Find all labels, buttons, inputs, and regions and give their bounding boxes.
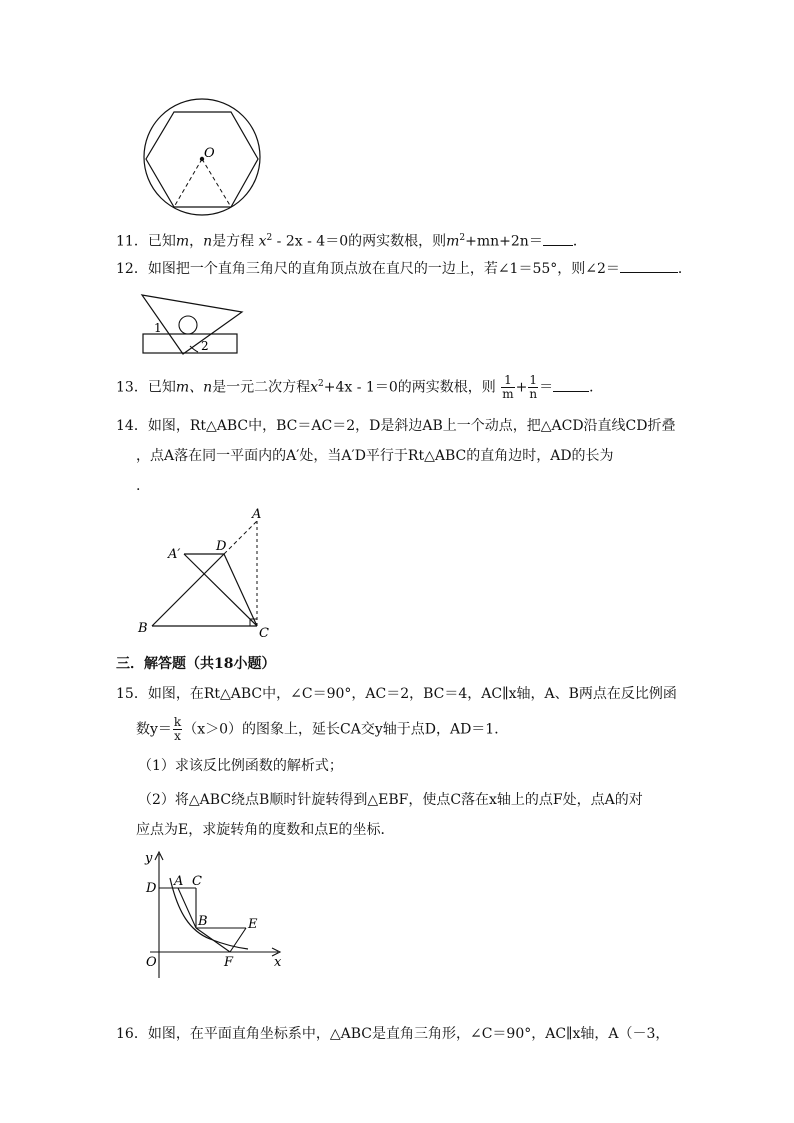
question-14-line-1: 14．如图，Rt△ABC中，BC＝AC＝2，D是斜边AB上一个动点，把△ACD沿直线CD折叠 <box>116 418 676 434</box>
hyperbola-graph-figure <box>140 848 290 983</box>
question-15-line-1: 15．如图，在Rt△ABC中，∠C＝90°，AC＝2，BC＝4，AC∥x轴，A、B两点在反比例函 <box>116 686 677 702</box>
label-D: D <box>146 881 157 896</box>
angle-1-label: 1 <box>154 321 162 335</box>
circle-hexagon-figure <box>140 95 270 220</box>
label-A: A <box>252 507 262 522</box>
ruler <box>143 334 237 353</box>
question-14-line-2: ，点A落在同一平面内的A′处，当A′D平行于Rt△ABC的直角边时，AD的长为 <box>136 448 614 464</box>
label-A: A <box>174 874 184 889</box>
angle-2-label: 2 <box>201 339 209 353</box>
radius-right <box>202 159 231 207</box>
section-3-title: 三．解答题（共18小题） <box>116 656 276 672</box>
fraction-1-over-n: $\frac{1}{n}$ <box>529 373 538 402</box>
label-A-prime: A′ <box>168 547 181 562</box>
question-14-line-3: . <box>136 478 141 494</box>
label-E: E <box>248 917 258 932</box>
label-C: C <box>259 626 269 641</box>
set-square-hole <box>179 316 197 334</box>
label-x: x <box>274 955 282 970</box>
question-12: 12．如图把一个直角三角尺的直角顶点放在直尺的一边上，若∠1＝55°，则∠2＝ ． <box>116 258 692 279</box>
segment-BF <box>196 928 230 952</box>
answer-blank <box>553 377 589 392</box>
question-13: 13．已知m、n是一元二次方程$x^2+4x - 1=0$的两实数根，则 $\frac{1}{m}$ + $\frac{1}{n}$ ＝ ． <box>116 373 604 402</box>
label-O: O <box>204 146 215 161</box>
segment-BD <box>152 554 224 626</box>
answer-blank <box>543 231 573 246</box>
question-11: 11．已知m，n是方程 $x^2 - 2x - 4=0$的两实数根，则$m^2+mn+2n=$ ． <box>116 228 587 252</box>
ruler-triangle-figure <box>138 290 248 360</box>
segment-DA-dashed <box>224 521 257 554</box>
question-15-line-2: 数y＝ $\frac{k}{x}$ （x＞0）的图象上，延长CA交y轴于点D，AD＝1． <box>136 715 509 743</box>
question-16: 16．如图，在平面直角坐标系中，△ABC是直角三角形，∠C＝90°，AC∥x轴，A（－3， <box>116 1026 670 1042</box>
answer-blank <box>620 258 678 273</box>
label-O: O <box>146 955 157 970</box>
fraction-k-over-x: $\frac{k}{x}$ <box>173 715 182 743</box>
label-B: B <box>138 621 148 636</box>
segment-AB <box>178 888 196 928</box>
segment-A-prime-C <box>184 554 257 626</box>
label-B: B <box>198 914 208 929</box>
label-F: F <box>224 955 234 970</box>
label-y: y <box>145 851 153 866</box>
question-15-part-1: （1）求该反比例函数的解析式； <box>138 758 343 774</box>
label-D: D <box>216 539 227 554</box>
fold-triangle-figure <box>132 506 282 646</box>
question-15-part-2-line-1: （2）将△ABC绕点B顺时针旋转得到△EBF，使点C落在x轴上的点F处，点A的对 <box>138 792 643 808</box>
segment-DC <box>224 554 257 626</box>
label-C: C <box>192 874 202 889</box>
fraction-1-over-m: $\frac{1}{m}$ <box>502 373 514 402</box>
question-15-part-2-line-2: 应点为E，求旋转角的度数和点E的坐标． <box>136 822 395 838</box>
radius-left <box>174 159 202 207</box>
